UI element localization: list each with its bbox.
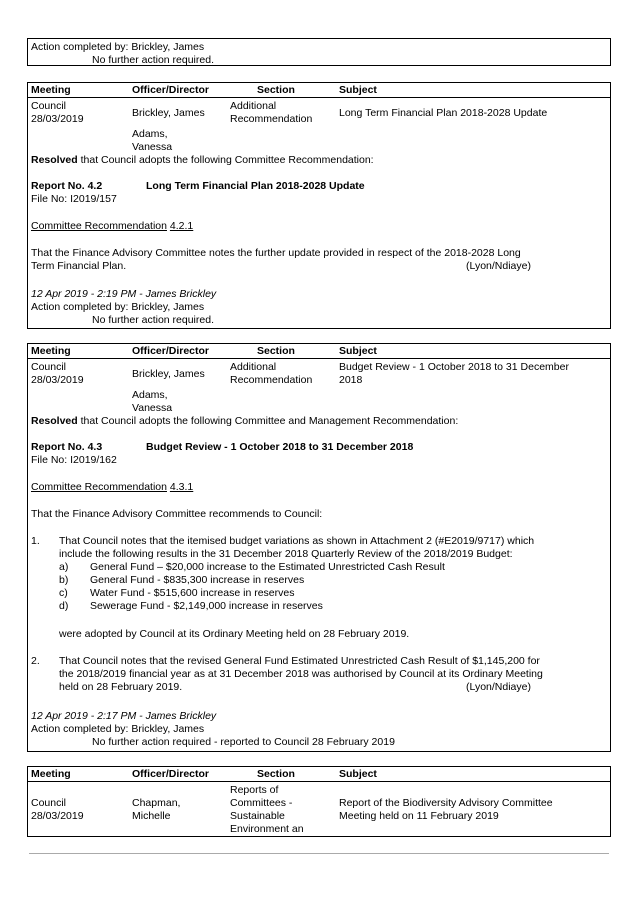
officer-1: Chapman, (132, 797, 181, 809)
section-line-1: Additional (230, 361, 277, 373)
mover-seconder: (Lyon/Ndiaye) (466, 260, 531, 272)
sub-item-text: Sewerage Fund - $2,149,000 increase in reserves (90, 600, 323, 612)
item-header (28, 767, 610, 782)
subject-line-2: 2018 (339, 374, 363, 386)
header-section: Section (257, 768, 295, 780)
action-status: No further action required. (92, 54, 214, 66)
officer-2: Adams, (132, 389, 168, 401)
recommendation-intro: That the Finance Advisory Committee recommends to Council: (31, 508, 323, 520)
committee-recommendation-heading: Committee Recommendation 4.2.1 (31, 220, 194, 232)
item-biodiversity-report (27, 766, 611, 837)
meeting-name: Council (31, 797, 67, 809)
item-budget-review (27, 343, 611, 752)
header-meeting: Meeting (31, 345, 71, 357)
resolution-text: Resolved that Council adopts the following Committee Recommendation: (31, 154, 374, 166)
subject-line-1: Budget Review - 1 October 2018 to 31 December (339, 361, 569, 373)
committee-recommendation-heading: Committee Recommendation 4.3.1 (31, 481, 194, 493)
mover-seconder: (Lyon/Ndiaye) (466, 681, 531, 693)
officer-1b: Michelle (132, 810, 171, 822)
section-line-2: Recommendation (230, 374, 313, 386)
file-number: File No: I2019/157 (31, 193, 117, 205)
header-meeting: Meeting (31, 768, 71, 780)
officer-2b: Vanessa (132, 141, 173, 153)
sub-item-letter: c) (59, 587, 68, 599)
officer-2: Adams, (132, 128, 168, 140)
meeting-name: Council (31, 361, 67, 373)
footer-divider (29, 853, 609, 854)
item-header (28, 83, 610, 98)
action-completed-line: Action completed by: Brickley, James (31, 723, 205, 735)
header-section: Section (257, 84, 295, 96)
file-number: File No: I2019/162 (31, 454, 117, 466)
section-line-2: Committees - (230, 797, 293, 809)
report-title: Budget Review - 1 October 2018 to 31 December 2018 (146, 441, 414, 453)
point-1-line-2: include the following results in the 31 December 2018 Quarterly Review of the 2018/2019 Budget: (59, 548, 513, 560)
header-subject: Subject (339, 768, 377, 780)
point-2-line-1: That Council notes that the revised General Fund Estimated Unrestricted Cash Result of $1,145,200 for (59, 655, 540, 667)
point-1-closing: were adopted by Council at its Ordinary Meeting held on 28 February 2019. (59, 628, 410, 640)
officer-1: Brickley, James (132, 107, 205, 119)
action-status: No further action required. (92, 314, 214, 326)
header-officer: Officer/Director (132, 345, 210, 357)
sub-item-letter: b) (59, 574, 69, 586)
timestamp: 12 Apr 2019 - 2:19 PM - James Brickley (31, 288, 217, 300)
report-title: Long Term Financial Plan 2018-2028 Update (146, 180, 365, 192)
section-line-1: Reports of (230, 784, 279, 796)
sub-item-text: Water Fund - $515,600 increase in reserves (90, 587, 295, 599)
prior-item-tail (27, 38, 611, 66)
resolution-text: Resolved that Council adopts the following Committee and Management Recommendation: (31, 415, 459, 427)
header-subject: Subject (339, 345, 377, 357)
sub-item-text: General Fund - $835,300 increase in reserves (90, 574, 305, 586)
action-completed-line: Action completed by: Brickley, James (31, 301, 205, 313)
action-completed-line: Action completed by: Brickley, James (31, 41, 205, 53)
point-2-line-3: held on 28 February 2019. (59, 681, 183, 693)
sub-item-letter: d) (59, 600, 69, 612)
item-ltfp-update (27, 82, 611, 329)
point-2-line-2: the 2018/2019 financial year as at 31 December 2018 was authorised by Council at its Ordinary Meeting (59, 668, 543, 680)
meeting-date: 28/03/2019 (31, 374, 84, 386)
header-officer: Officer/Director (132, 84, 210, 96)
header-officer: Officer/Director (132, 768, 210, 780)
officer-2b: Vanessa (132, 402, 173, 414)
header-subject: Subject (339, 84, 377, 96)
header-section: Section (257, 345, 295, 357)
section-line-2: Recommendation (230, 113, 313, 125)
section-line-3: Sustainable (230, 810, 285, 822)
subject-line-2: Meeting held on 11 February 2019 (339, 810, 499, 822)
timestamp: 12 Apr 2019 - 2:17 PM - James Brickley (31, 710, 217, 722)
point-1-line-1: That Council notes that the itemised budget variations as shown in Attachment 2 (#E2019/9717) which (59, 535, 535, 547)
section-line-4: Environment an (230, 823, 304, 835)
body-line-2: Term Financial Plan. (31, 260, 127, 272)
action-status: No further action required - reported to Council 28 February 2019 (92, 736, 395, 748)
meeting-date: 28/03/2019 (31, 113, 84, 125)
point-1-number: 1. (31, 535, 40, 547)
subject-line-1: Report of the Biodiversity Advisory Committee (339, 797, 553, 809)
subject-line-1: Long Term Financial Plan 2018-2028 Update (339, 107, 548, 119)
meeting-date: 28/03/2019 (31, 810, 84, 822)
meeting-name: Council (31, 100, 67, 112)
body-line-1: That the Finance Advisory Committee notes the further update provided in respect of the 2018-2028 Long (31, 247, 521, 259)
point-2-number: 2. (31, 655, 40, 667)
header-meeting: Meeting (31, 84, 71, 96)
item-header (28, 344, 610, 359)
report-number: Report No. 4.3 (31, 441, 103, 453)
report-number: Report No. 4.2 (31, 180, 103, 192)
sub-item-text: General Fund – $20,000 increase to the Estimated Unrestricted Cash Result (90, 561, 445, 573)
section-line-1: Additional (230, 100, 277, 112)
sub-item-letter: a) (59, 561, 69, 573)
officer-1: Brickley, James (132, 368, 205, 380)
